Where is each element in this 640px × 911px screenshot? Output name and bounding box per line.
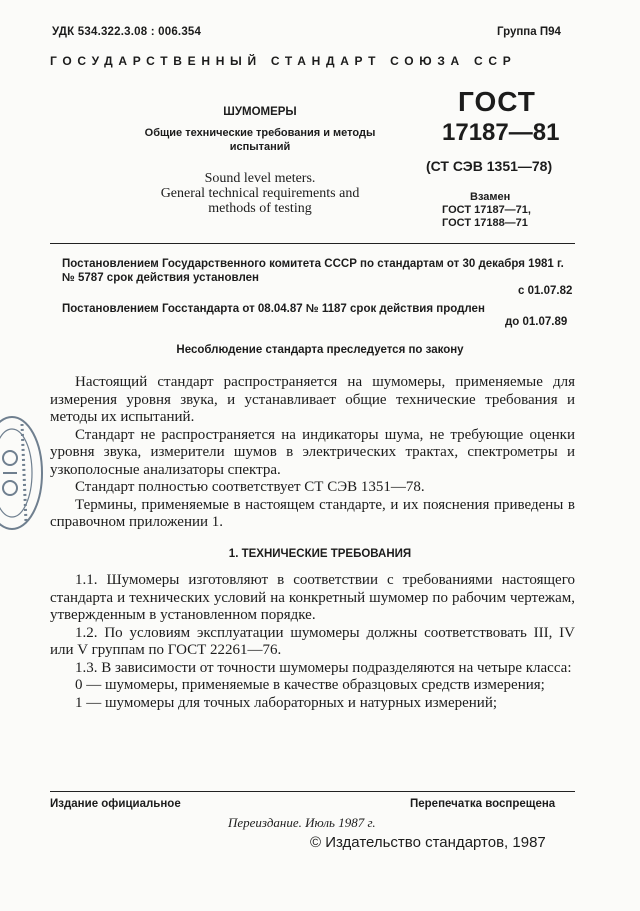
clause-1-3: 1.3. В зависимости от точности шумомеры подразделяются на четыре класса: xyxy=(75,659,572,676)
decree-2-date: до 01.07.89 xyxy=(505,316,568,328)
decree-1-date: с 01.07.82 xyxy=(518,285,573,297)
stamp-icon xyxy=(0,414,48,532)
decree-1: Постановлением Государственного комитета СССР по стандартам от 30 декабря 1981 г. № 5787 срок действия установлен xyxy=(62,258,564,284)
replaces-label: Взамен xyxy=(470,191,511,203)
subtitle-ru: Общие технические требования и методы испытаний xyxy=(144,127,376,153)
decree-2: Постановлением Госстандарта от 08.04.87 № 1187 срок действия продлен xyxy=(62,303,485,315)
title-ru: ШУМОМЕРЫ xyxy=(223,106,297,118)
header-divider xyxy=(50,243,575,244)
replaces-standard-1: ГОСТ 17187—71, xyxy=(442,204,531,216)
official-edition: Издание официальное xyxy=(50,798,181,810)
gost-number: 17187—81 xyxy=(442,119,560,146)
st-sev-reference: (СТ СЭВ 1351—78) xyxy=(426,158,553,174)
section-1-heading: 1. ТЕХНИЧЕСКИЕ ТРЕБОВАНИЯ xyxy=(228,548,412,560)
class-1: 1 — шумомеры для точных лабораторных и натурных измерений; xyxy=(75,694,498,711)
gost-label: ГОСТ xyxy=(458,86,536,117)
library-stamp-seal xyxy=(0,414,48,532)
title-en xyxy=(120,171,400,216)
footer-divider xyxy=(50,791,575,792)
section-1-text xyxy=(50,572,575,712)
replaces-standard-2: ГОСТ 17188—71 xyxy=(442,217,528,229)
intro-paragraph-3: Стандарт полностью соответствует СТ СЭВ 1351—78. xyxy=(75,479,425,495)
title-en-line-2: General technical requirements and xyxy=(160,186,360,201)
publisher-copyright: © Издательство стандартов, 1987 xyxy=(310,834,546,851)
intro-paragraph-2: Стандарт не распространяется на индикаторы шума, не требующие оценки уровня звука, измерители шумов в электрических трактах, спектрометры и узкополосные анализаторы спектра. xyxy=(50,426,575,478)
reprint-prohibited: Перепечатка воспрещена xyxy=(410,798,556,810)
state-standard-banner: ГОСУДАРСТВЕННЫЙ СТАНДАРТ СОЮЗА ССР xyxy=(50,54,517,68)
title-en-line-3: methods of testing xyxy=(208,201,312,216)
intro-paragraph-1: Настоящий стандарт распространяется на шумомеры, применяемые для измерения уровня звука, и устанавливает общие технические требования и методы их испытаний. xyxy=(50,374,575,425)
intro-text xyxy=(50,374,575,532)
replaces-block xyxy=(442,191,531,230)
clause-1-2: 1.2. По условиям эксплуатации шумомеры должны соответствовать III, IV или V группам по ГОСТ 22261—76. xyxy=(50,624,575,658)
class-0: 0 — шумомеры, применяемые в качестве образцовых средств измерения; xyxy=(75,677,545,693)
clause-1-1: 1.1. Шумомеры изготовляют в соответствии с требованиями настоящего стандарта и технических условий на конкретный шумомер по рабочим чертежам, утвержденным в установленном порядке. xyxy=(50,572,575,623)
intro-paragraph-4: Термины, применяемые в настоящем стандарте, и их пояснения приведены в справочном приложении 1. xyxy=(50,496,575,530)
reissue-note: Переиздание. Июль 1987 г. xyxy=(228,815,376,830)
noncompliance-notice: Несоблюдение стандарта преследуется по закону xyxy=(176,344,464,356)
group-code: Группа П94 xyxy=(497,26,561,38)
udk-code: УДК 534.322.3.08 : 006.354 xyxy=(52,26,202,38)
title-en-line-1: Sound level meters. xyxy=(204,171,316,186)
